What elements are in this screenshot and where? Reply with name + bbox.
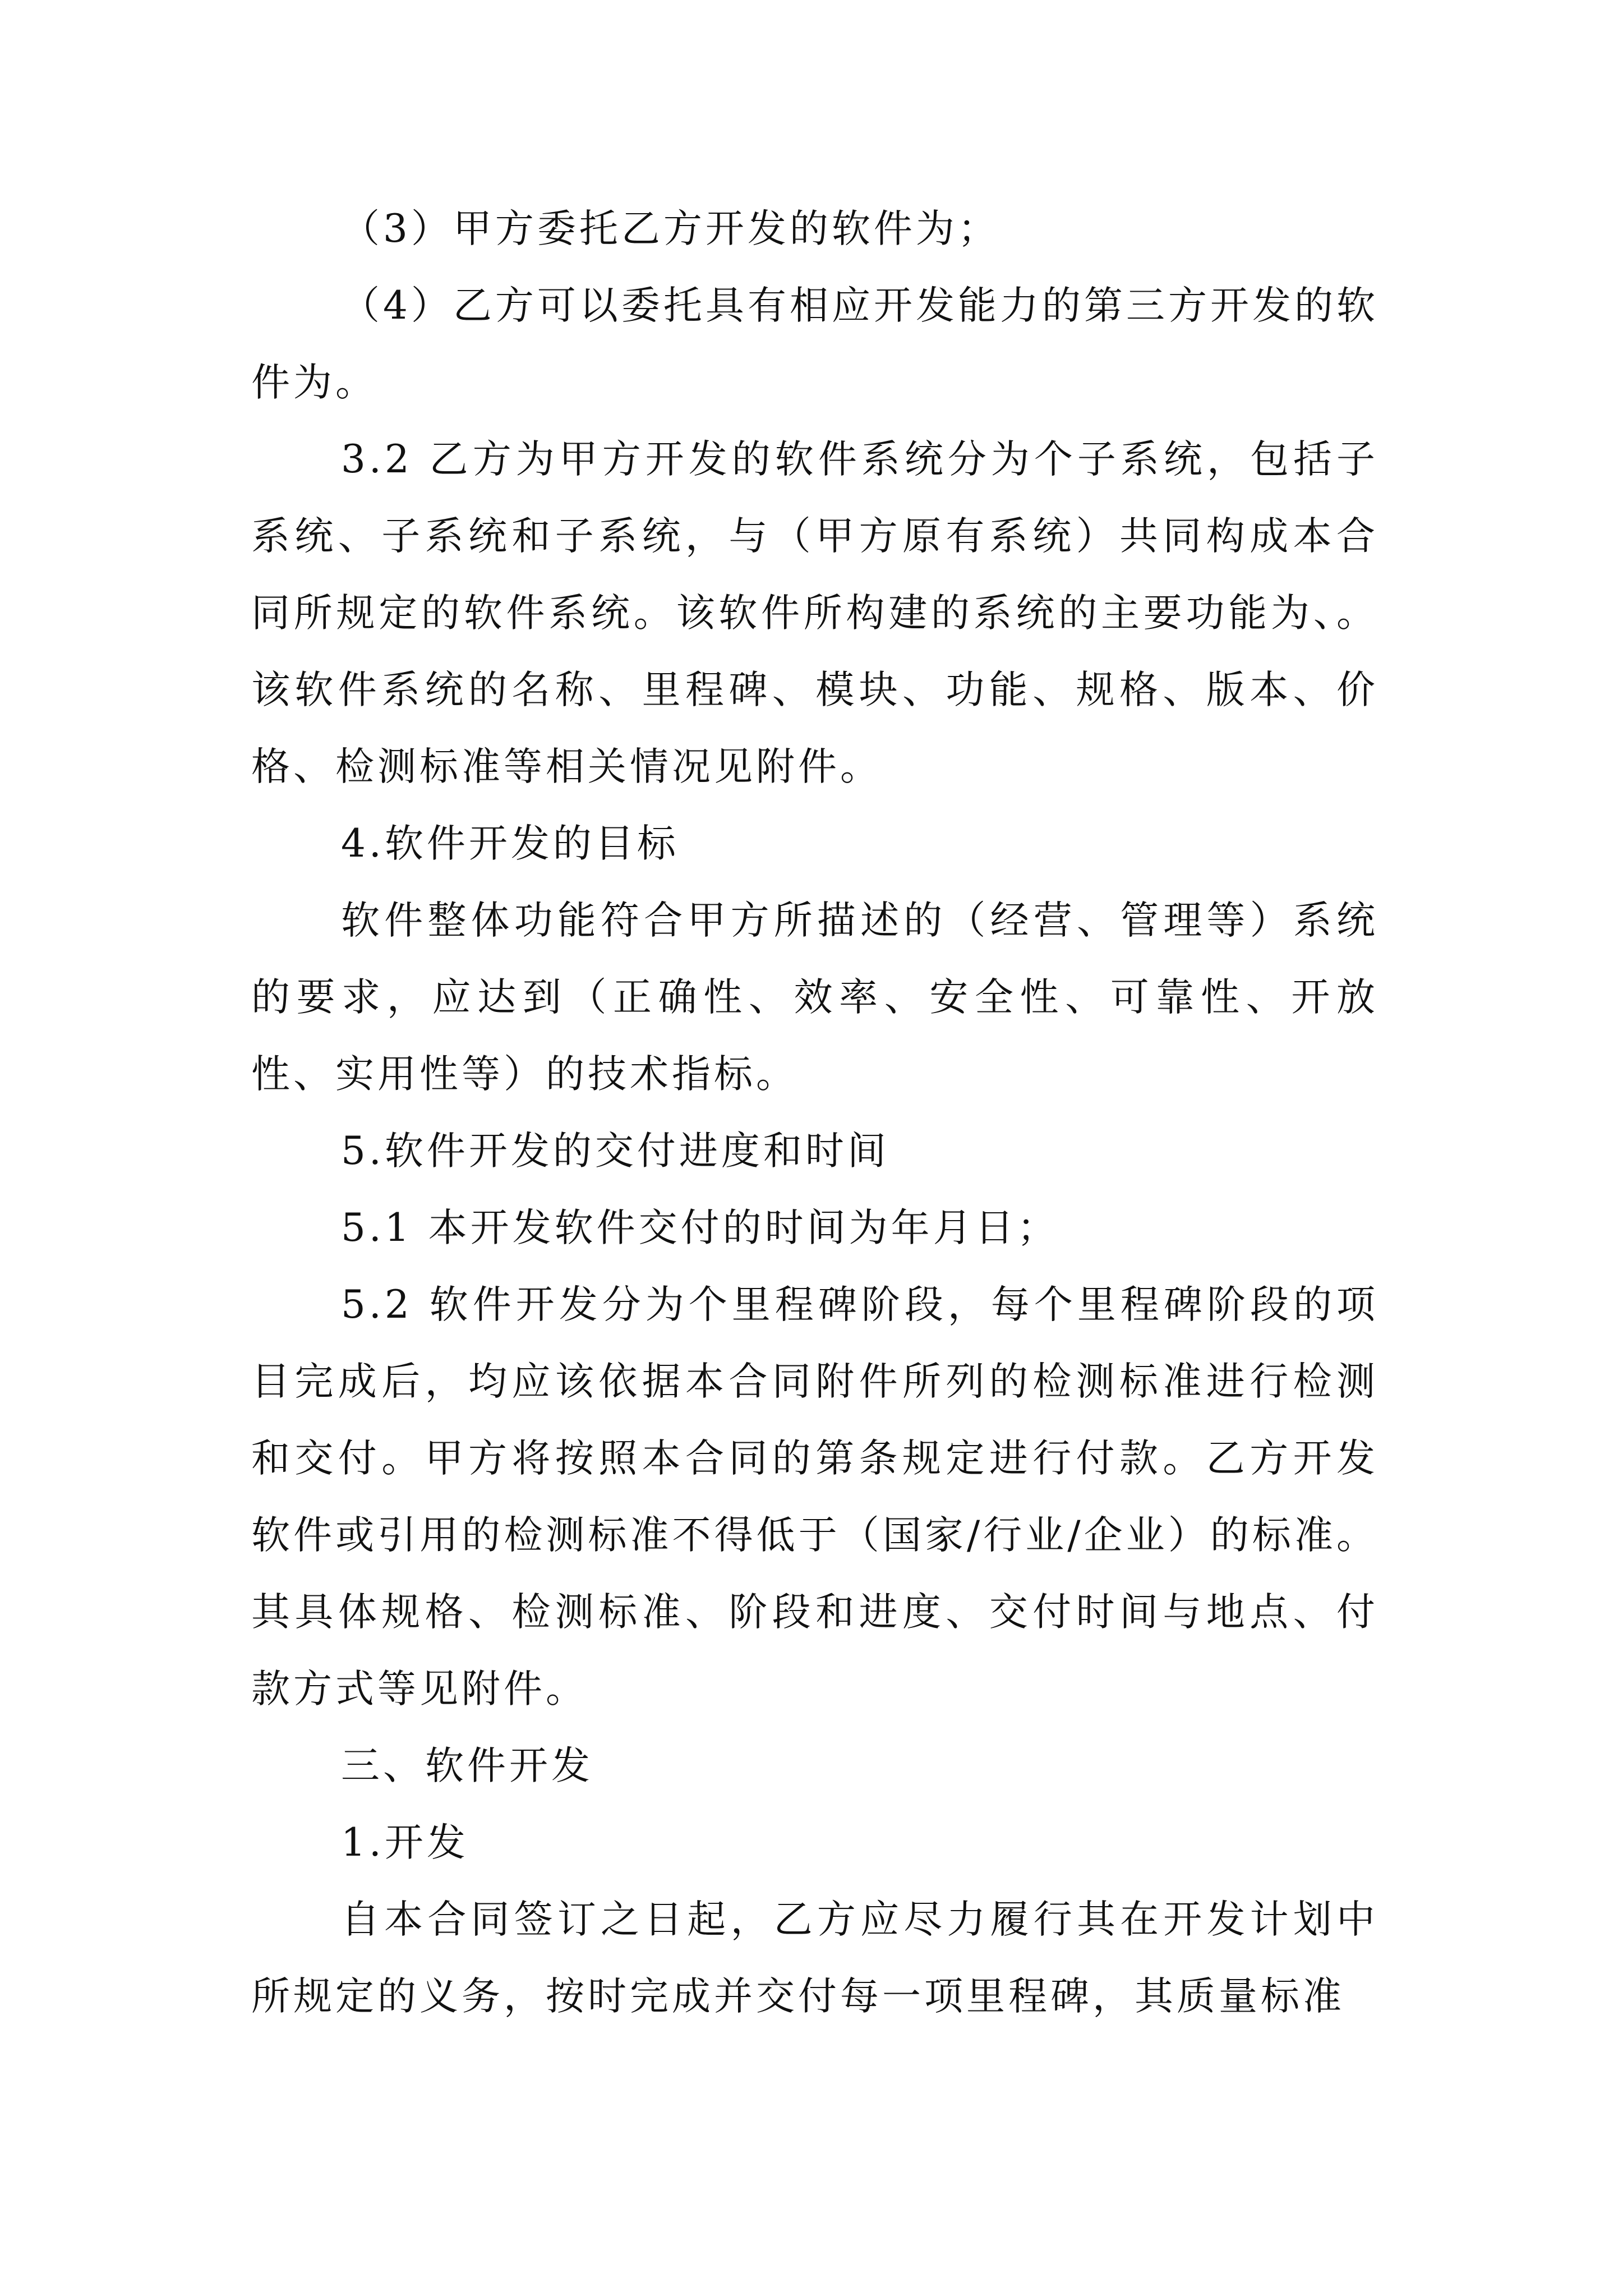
paragraph-development-body: 自本合同签订之日起，乙方应尽力履行其在开发计划中所规定的义务，按时完成并交付每一项里程碑，其质量标准 — [251, 1897, 1378, 2019]
paragraph-3-software: （3）甲方委托乙方开发的软件为； — [341, 206, 1000, 251]
document-body — [251, 191, 1378, 2035]
paragraph-3-2-subsystems: 3.2 乙方为甲方开发的软件系统分为个子系统，包括子系统、子系统和子系统，与（甲方原有系统）共同构成本合同所规定的软件系统。该软件所构建的系统的主要功能为、。该软件系统的名称、里程碑、模块、功能、规格、版本、价格、检测标准等相关情况见附件。 — [251, 437, 1378, 789]
heading-1-development: 1.开发 — [341, 1820, 469, 1865]
paragraph-goal-body: 软件整体功能符合甲方所描述的（经营、管理等）系统的要求，应达到（正确性、效率、安全性、可靠性、开放性、实用性等）的技术指标。 — [251, 898, 1378, 1097]
paragraph-4-third-party: （4）乙方可以委托具有相应开发能力的第三方开发的软件为。 — [251, 283, 1378, 405]
heading-4-goal: 4.软件开发的目标 — [341, 821, 679, 866]
heading-5-delivery: 5.软件开发的交付进度和时间 — [341, 1129, 889, 1174]
paragraph-5-1-delivery-date: 5.1 本开发软件交付的时间为年月日； — [341, 1205, 1059, 1250]
heading-section-3-development: 三、软件开发 — [341, 1743, 593, 1788]
paragraph-5-2-milestones: 5.2 软件开发分为个里程碑阶段，每个里程碑阶段的项目完成后，均应该依据本合同附件所列的检测标准进行检测和交付。甲方将按照本合同的第条规定进行付款。乙方开发软件或引用的检测标准不得低于（国家/行业/企业）的标准。其具体规格、检测标准、阶段和进度、交付时间与地点、付款方式等见附件。 — [251, 1282, 1378, 1711]
